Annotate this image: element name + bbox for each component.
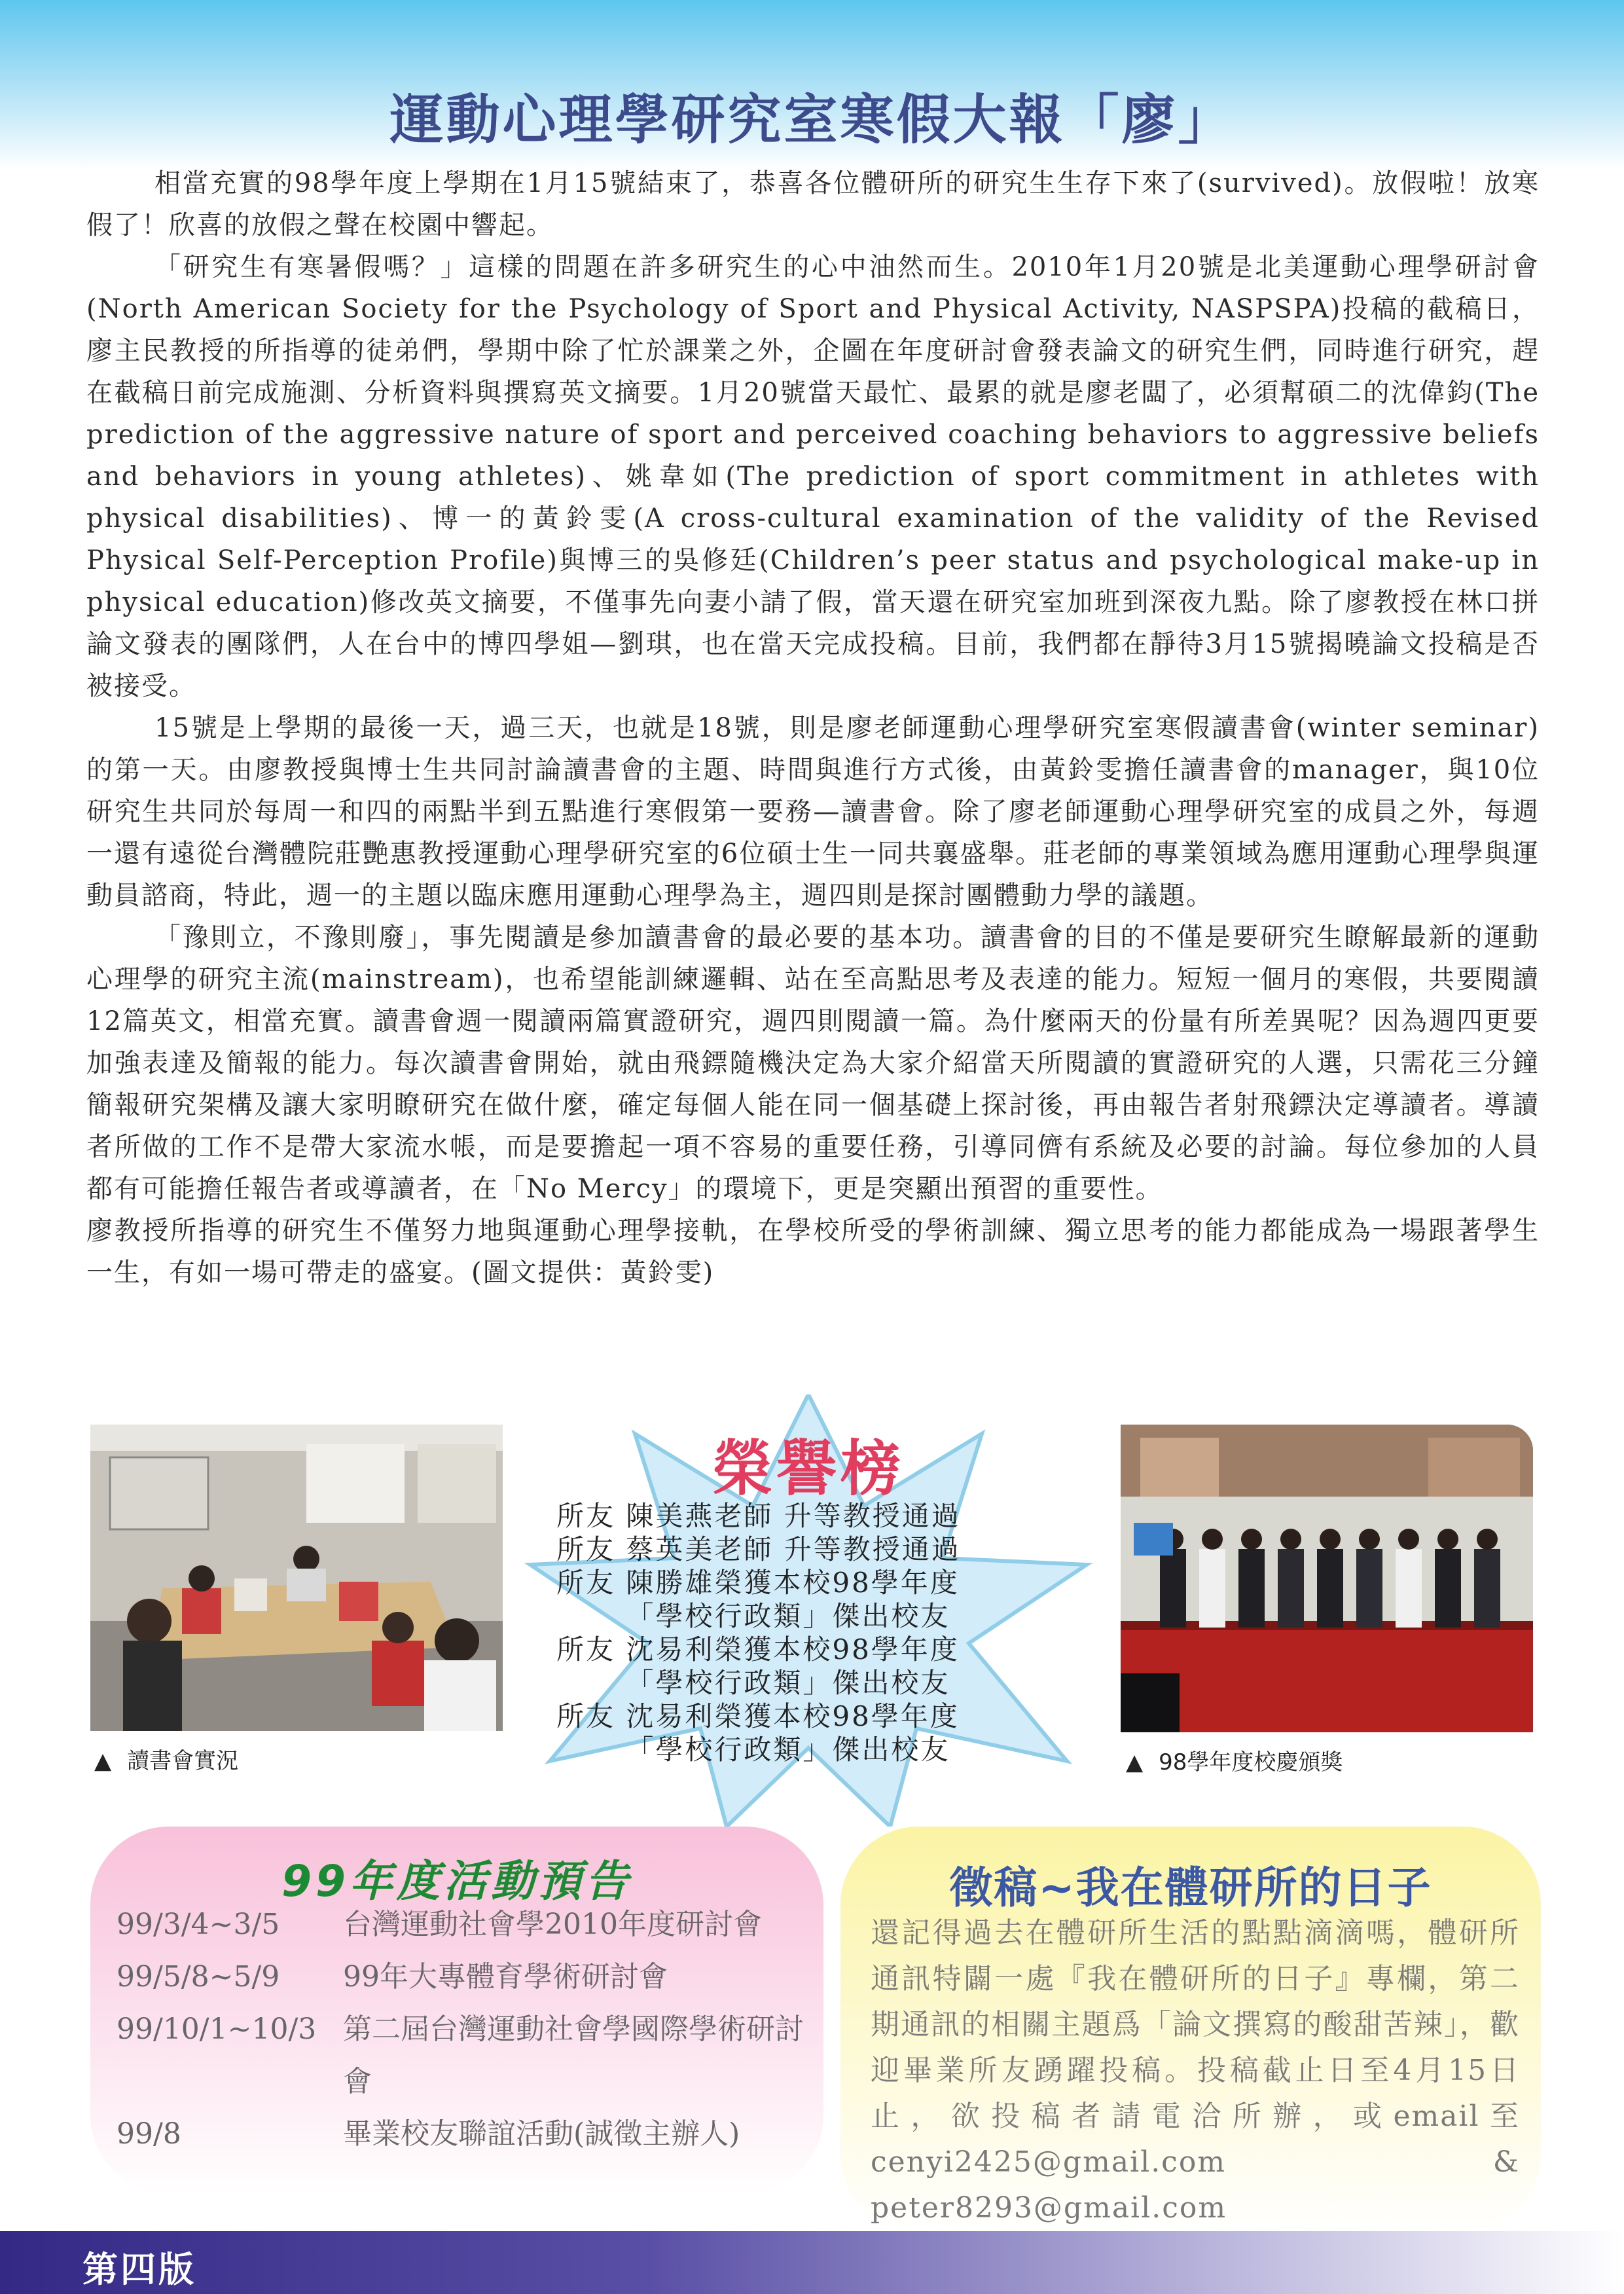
- article-paragraph: 「豫則立，不豫則廢」，事先閱讀是參加讀書會的最必要的基本功。讀書會的目的不僅是要研究生瞭解最新的運動心理學的研究主流(mainstream)，也希望能訓練邏輯、站在至高點思考及表達的能力。短短一個月的寒假，共要閱讀12篇英文，相當充實。讀書會週一閱讀兩篇實證研究，週四則閱讀一篇。為什麼兩天的份量有所差異呢？因為週四更要加強表達及簡報的能力。每次讀書會開始，就由飛鏢隨機決定為大家介紹當天所閱讀的實證研究的人選，只需花三分鐘簡報研究架構及讓大家明瞭研究在做什麼，確定每個人能在同一個基礎上探討後，再由報告者射飛鏢決定導讀者。導讀者所做的工作不是帶大家流水帳，而是要擔起一項不容易的重要任務，引導同儕有系統及必要的討論。每位參加的人員都有可能擔任報告者或導讀者，在「No Mercy」的環境下，更是突顯出預習的重要性。: [86, 922, 1540, 1204]
- call-for-submissions-box: [840, 1827, 1541, 2232]
- honor-list: [556, 1499, 1119, 1766]
- event-item: [117, 1951, 823, 2003]
- honor-line: 所友 沈易利榮獲本校98學年度: [556, 1633, 960, 1666]
- event-name: 99年大專體育學術研討會: [343, 1960, 668, 1994]
- event-date: 99/10/1~10/3: [117, 2012, 317, 2046]
- event-item: [117, 2003, 823, 2108]
- event-date: 99/8: [117, 2117, 181, 2151]
- right-caption-text: 98學年度校慶頒獎: [1159, 1749, 1343, 1775]
- study-group-photo: [90, 1425, 503, 1731]
- left-caption-text: 讀書會實況: [127, 1748, 239, 1774]
- event-item: [117, 2108, 823, 2160]
- award-ceremony-photo: [1121, 1425, 1533, 1732]
- honor-line: 所友 沈易利榮獲本校98學年度: [556, 1700, 960, 1732]
- honor-line: 「學校行政類」傑出校友: [556, 1667, 950, 1699]
- events-list: [117, 1899, 823, 2160]
- award-ceremony-illustration: [1121, 1425, 1533, 1732]
- footer-bar: [0, 2231, 1624, 2294]
- honor-title: 榮譽榜: [712, 1434, 905, 1504]
- event-item: [117, 1899, 823, 1951]
- call-body: 還記得過去在體研所生活的點點滴滴嗎，體研所通訊特闢一處『我在體研所的日子』專欄，第二期通訊的相關主題爲「論文撰寫的酸甜苦辣」，歡迎畢業所友踴躍投稿。投稿截止日至4月15日止，欲投稿者請電洽所辦，或email至 cenyi2425@gmail.com & peter8293@gmail.com: [871, 1916, 1520, 2225]
- event-date: 99/5/8~5/9: [117, 1960, 280, 1994]
- event-name: 台灣運動社會學2010年度研討會: [343, 1908, 762, 1941]
- left-photo-caption: [94, 1743, 238, 1775]
- triangle-marker-icon: ▲: [94, 1748, 112, 1774]
- article-paragraph: 15號是上學期的最後一天，過三天，也就是18號，則是廖老師運動心理學研究室寒假讀書會(winter seminar)的第一天。由廖教授與博士生共同討論讀書會的主題、時間與進行方式後，由黃鈴雯擔任讀書會的manager，與10位研究生共同於每周一和四的兩點半到五點進行寒假第一要務—讀書會。除了廖老師運動心理學研究室的成員之外，每週一還有遠從台灣體院莊艷惠教授運動心理學研究室的6位碩士生一同共襄盛舉。莊老師的專業領域為應用運動心理學與運動員諮商，特此，週一的主題以臨床應用運動心理學為主，週四則是探討團體動力學的議題。: [86, 713, 1540, 911]
- events-box: [90, 1827, 823, 2193]
- events-title: 99年度活動預告: [281, 1856, 632, 1906]
- honor-line: 「學校行政類」傑出校友: [556, 1600, 950, 1632]
- article-paragraph: 相當充實的98學年度上學期在1月15號結束了，恭喜各位體研所的研究生生存下來了(survived)。放假啦！放寒假了！欣喜的放假之聲在校園中響起。: [86, 168, 1540, 240]
- honor-roll: [497, 1394, 1119, 1827]
- article-paragraph: 廖教授所指導的研究生不僅努力地與運動心理學接軌，在學校所受的學術訓練、獨立思考的能力都能成為一場跟著學生一生，有如一場可帶走的盛宴。(圖文提供：黃鈴雯): [86, 1216, 1540, 1288]
- article-paragraph: 「研究生有寒暑假嗎？」這樣的問題在許多研究生的心中油然而生。2010年1月20號是北美運動心理學研討會(North American Society for the Psychology of Sport and Physical Activity, NASPSPA)投稿的截稿日，廖主民教授的所指導的徒弟們，學期中除了忙於課業之外，企圖在年度研討會發表論文的研究生們，同時進行研究，趕在截稿日前完成施測、分析資料與撰寫英文摘要。1月20號當天最忙、最累的就是廖老闆了，必須幫碩二的沈偉鈞(The prediction of the aggressive nature of sport and perceived coaching behaviors to aggressive beliefs and behaviors in young athletes)、姚韋如(The prediction of sport commitment in athletes with physical disabilities)、博一的黃鈴雯(A cross-cultural examination of the validity of the Revised Physical Self-Perception Profile)與博三的吳修廷(Children’s peer status and psychological make-up in physical education)修改英文摘要，不僅事先向妻小請了假，當天還在研究室加班到深夜九點。除了廖教授在林口拼論文發表的團隊們，人在台中的博四學姐—劉琪，也在當天完成投稿。目前，我們都在靜待3月15號揭曉論文投稿是否被接受。: [86, 252, 1540, 701]
- honor-line: 「學校行政類」傑出校友: [556, 1734, 950, 1766]
- study-group-photo-illustration: [90, 1425, 503, 1731]
- honor-line: 所友 陳美燕老師 升等教授通過: [556, 1500, 961, 1532]
- call-title: 徵稿~我在體研所的日子: [949, 1863, 1432, 1913]
- page-title: 運動心理學研究室寒假大報「廖」: [389, 89, 1235, 151]
- honor-line: 所友 陳勝雄榮獲本校98學年度: [556, 1567, 960, 1599]
- page-label: 第四版: [82, 2249, 196, 2290]
- triangle-marker-icon: ▲: [1126, 1749, 1144, 1775]
- right-photo-caption: [1126, 1744, 1343, 1776]
- event-name: 畢業校友聯誼活動(誠徵主辦人): [343, 2117, 740, 2151]
- honor-line: 所友 蔡英美老師 升等教授通過: [556, 1533, 961, 1565]
- event-name: 第二屆台灣運動社會學國際學術研討會: [343, 2012, 804, 2098]
- event-date: 99/3/4~3/5: [117, 1908, 280, 1941]
- article-body: [86, 162, 1540, 1294]
